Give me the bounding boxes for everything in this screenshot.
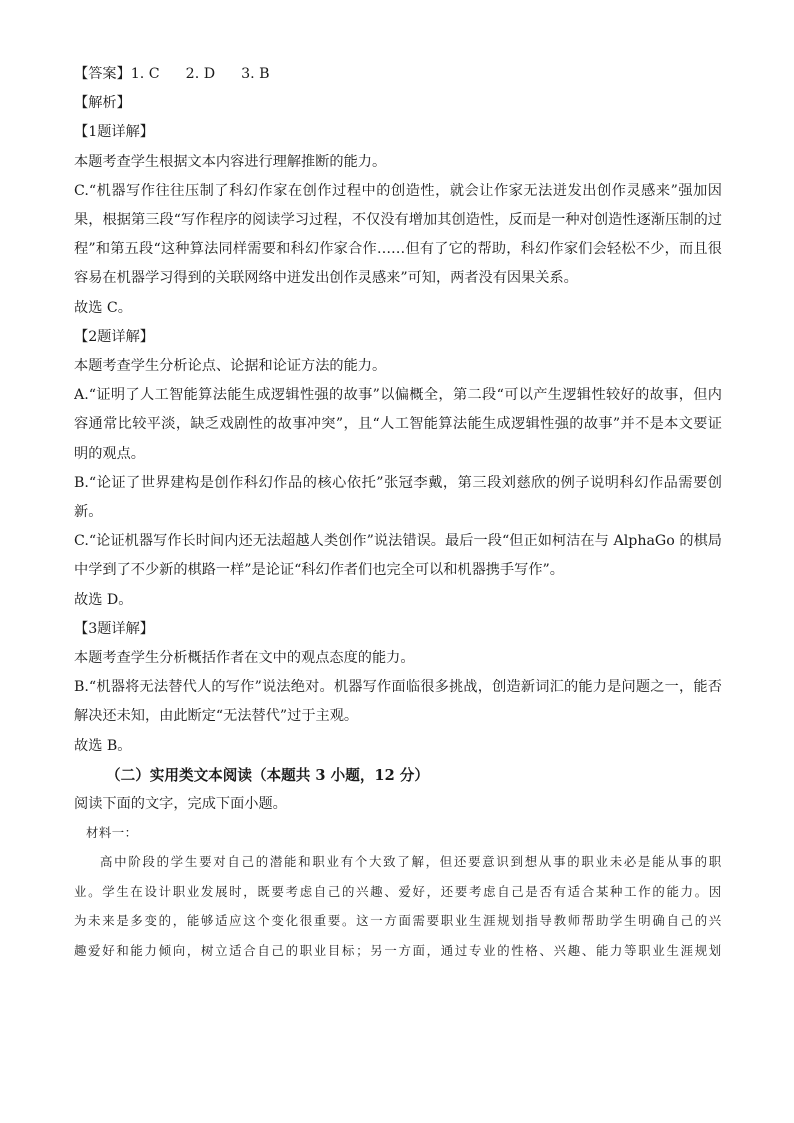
q1-heading: 【1题详解】 [74,124,154,141]
q3-line: 解决还未知，由此断定“无法替代”过于主观。 [74,708,359,725]
q2-line: 新。 [74,504,103,521]
section-instruction: 阅读下面的文字，完成下面小题。 [74,796,287,813]
q1-line: 容易在机器学习得到的关联网络中迸发出创作灵感来”可知，两者没有因果关系。 [74,270,578,287]
q3-line: B.“机器将无法替代人的写作”说法绝对。机器写作面临很多挑战，创造新词汇的能力是问题之一，能否 [74,679,722,696]
q1-line: 故选 C。 [74,299,132,316]
q2-line: B.“论证了世界建构是创作科幻作品的核心依托”张冠李戴，第三段刘慈欣的例子说明科幻作品需要创 [74,474,722,491]
q1-line: 本题考查学生根据文本内容进行理解推断的能力。 [74,153,387,170]
q1-line: C.“机器写作往往压制了科幻作家在创作过程中的创造性，就会让作家无法迸发出创作灵感来”强加因 [74,182,722,199]
material-line: 为未来是多变的，能够适应这个变化很重要。这一方面需要职业生涯规划指导教师帮助学生明确自己的兴 [74,913,722,929]
analysis-label: 【解析】 [74,95,131,112]
answer-q2: 2. D [185,66,216,82]
answer-line [74,60,722,89]
answer-label: 【答案】 [74,66,131,82]
q2-line: C.“论证机器写作长时间内还无法超越人类创作”说法错误。最后一段“但正如柯洁在与 AlphaGo 的棋局 [74,533,722,550]
material-line: 高中阶段的学生要对自己的潜能和职业有个大致了解，但还要意识到想从事的职业未必是能从事的职 [100,854,722,870]
material-line: 业。学生在设计职业发展时，既要考虑自己的兴趣、爱好，还要考虑自己是否有适合某种工作的能力。因 [74,883,722,899]
q3-line: 故选 B。 [74,737,132,754]
q1-line: 果，根据第三段“写作程序的阅读学习过程，不仅没有增加其创造性，反而是一种对创造性逐渐压制的过 [74,212,722,229]
q3-heading: 【3题详解】 [74,620,154,637]
q2-line: 容通常比较平淡，缺乏戏剧性的故事冲突”，且“人工智能算法能生成逻辑性强的故事”并不是本文要证 [74,416,722,433]
answer-q3: 3. B [241,66,270,82]
q2-line: 本题考查学生分析论点、论据和论证方法的能力。 [74,358,387,375]
q2-line: 明的观点。 [74,445,145,462]
q2-heading: 【2题详解】 [74,328,154,345]
q2-line: 中学到了不少新的棋路一样”是论证“科幻作者们也完全可以和机器携手写作”。 [74,562,564,579]
q2-line: 故选 D。 [74,591,133,608]
q3-line: 本题考查学生分析概括作者在文中的观点态度的能力。 [74,650,415,667]
section-title: （二）实用类文本阅读（本题共 3 小题，12 分） [106,766,429,784]
q1-line: 程”和第五段“这种算法同样需要和科幻作家合作……但有了它的帮助，科幻作家们会轻松不少，而且很 [74,241,722,258]
q2-line: A.“证明了人工智能算法能生成逻辑性强的故事”以偏概全，第二段“可以产生逻辑性较好的故事，但内 [74,387,722,404]
answer-q1: 1. C [130,66,160,82]
material-label: 材料一： [86,825,138,841]
document-page [74,60,722,966]
material-line: 趣爱好和能力倾向，树立适合自己的职业目标；另一方面，通过专业的性格、兴趣、能力等职业生涯规划 [74,943,722,959]
